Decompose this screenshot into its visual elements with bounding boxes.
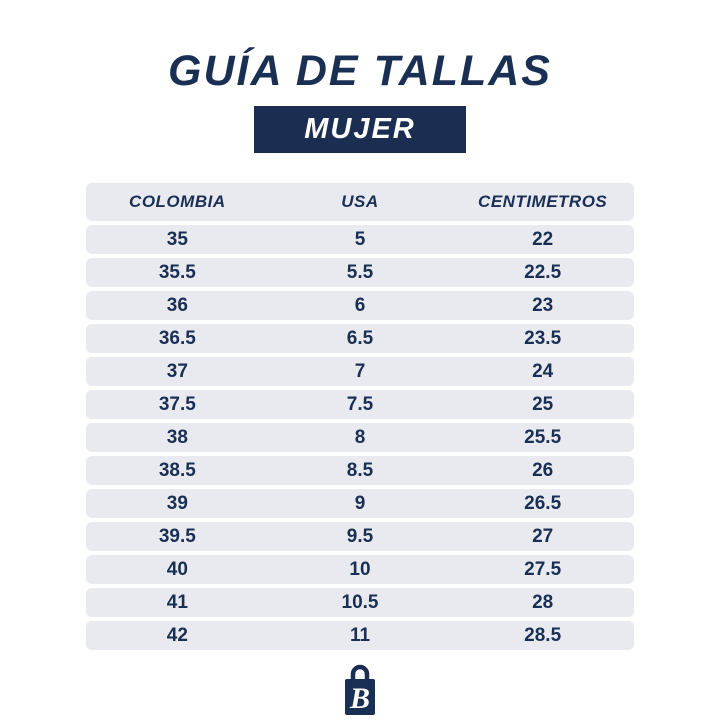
- table-cell: 22.5: [524, 261, 562, 283]
- table-cell: 6.5: [346, 327, 374, 349]
- shopping-bag-logo-icon: [339, 664, 381, 716]
- svg-text:B: B: [349, 682, 371, 715]
- table-cell: 41: [166, 591, 188, 613]
- table-cell: 9.5: [346, 525, 374, 547]
- table-row: [86, 324, 634, 353]
- column-header-centimetros: CENTIMETROS: [478, 192, 608, 211]
- table-cell: 27: [532, 525, 554, 547]
- table-cell: 26: [532, 459, 554, 481]
- table-cell: 22: [532, 228, 554, 250]
- table-row: [86, 258, 634, 287]
- table-cell: 38: [166, 426, 188, 448]
- table-cell: 36: [166, 294, 188, 316]
- table-cell: 36.5: [158, 327, 196, 349]
- table-cell: 5: [354, 228, 366, 250]
- table-cell: 39: [166, 492, 188, 514]
- table-cell: 9: [354, 492, 366, 514]
- column-header-usa: USA: [341, 192, 379, 211]
- table-cell: 26.5: [524, 492, 562, 514]
- table-cell: 38.5: [158, 459, 196, 481]
- table-cell: 25: [532, 393, 554, 415]
- table-cell: 28.5: [524, 624, 562, 646]
- table-cell: 5.5: [346, 261, 374, 283]
- table-cell: 35.5: [158, 261, 196, 283]
- size-table: [86, 183, 634, 650]
- table-cell: 37.5: [158, 393, 196, 415]
- table-row: [86, 423, 634, 452]
- table-cell: 35: [166, 228, 188, 250]
- table-cell: 24: [532, 360, 554, 382]
- table-cell: 8.5: [346, 459, 374, 481]
- table-cell: 40: [166, 558, 188, 580]
- table-cell: 37: [166, 360, 188, 382]
- page-title: GUÍA DE TALLAS: [168, 47, 552, 95]
- table-row: [86, 456, 634, 485]
- table-body: [86, 225, 634, 650]
- table-row: [86, 291, 634, 320]
- table-cell: 7: [354, 360, 366, 382]
- table-cell: 25.5: [524, 426, 562, 448]
- gender-banner: [254, 106, 466, 153]
- table-row: [86, 225, 634, 254]
- table-cell: 23.5: [524, 327, 562, 349]
- table-cell: 7.5: [346, 393, 374, 415]
- table-cell: 11: [349, 624, 371, 646]
- table-row: [86, 489, 634, 518]
- table-header-row: [86, 183, 634, 221]
- table-cell: 42: [166, 624, 188, 646]
- table-cell: 6: [354, 294, 366, 316]
- table-row: [86, 621, 634, 650]
- table-row: [86, 555, 634, 584]
- table-row: [86, 357, 634, 386]
- table-row: [86, 390, 634, 419]
- gender-banner-label: MUJER: [304, 113, 416, 145]
- table-cell: 10: [349, 558, 371, 580]
- table-cell: 8: [354, 426, 366, 448]
- table-cell: 23: [532, 294, 554, 316]
- table-row: [86, 588, 634, 617]
- table-cell: 28: [532, 591, 554, 613]
- column-header-colombia: COLOMBIA: [129, 192, 226, 211]
- table-cell: 10.5: [341, 591, 379, 613]
- table-cell: 39.5: [158, 525, 196, 547]
- table-row: [86, 522, 634, 551]
- table-cell: 27.5: [524, 558, 562, 580]
